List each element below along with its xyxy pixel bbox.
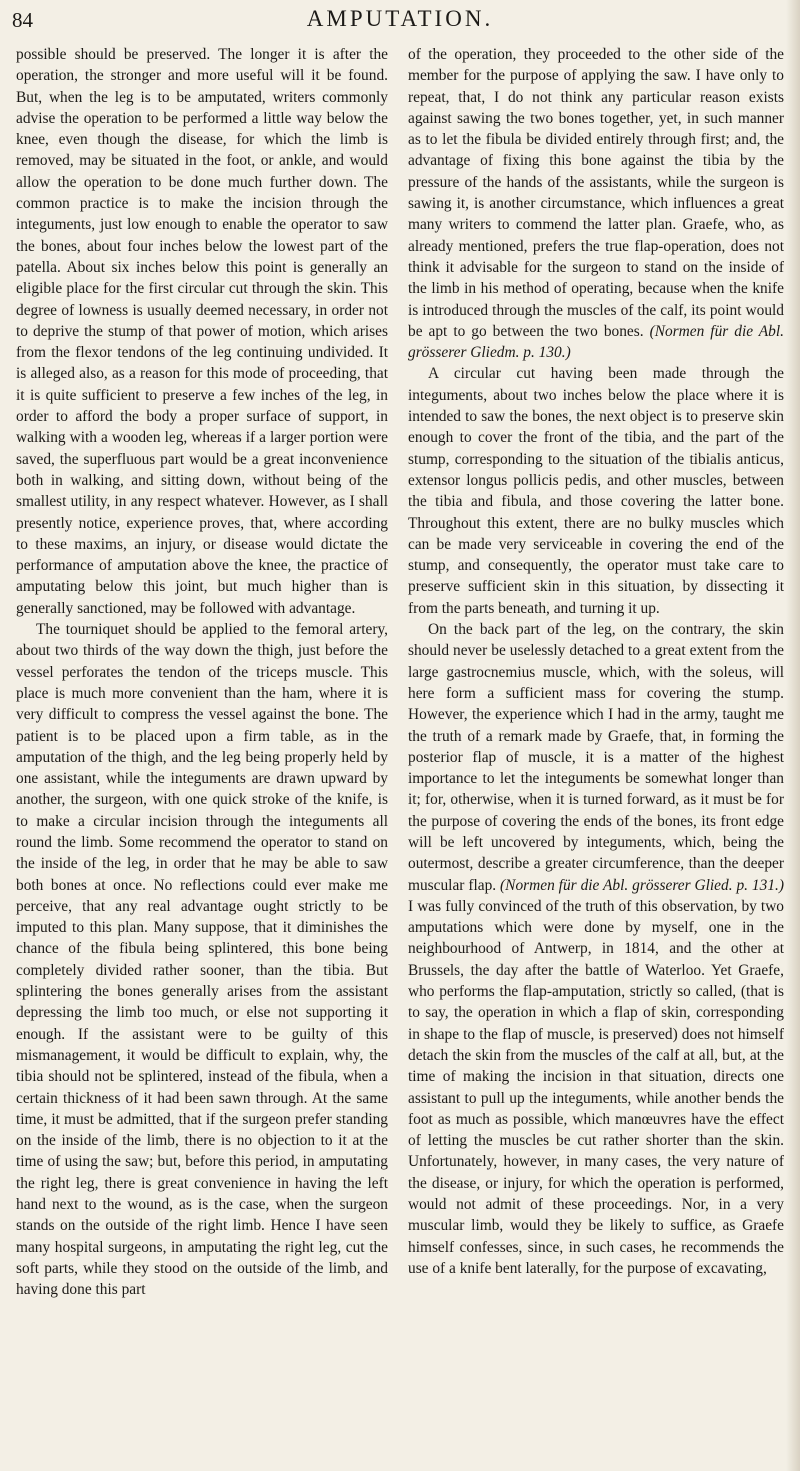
page-number: 84	[12, 8, 33, 32]
citation: (Normen für die Abl. grösserer Glied. p. 131.)	[500, 876, 784, 894]
page-header	[0, 4, 800, 44]
paragraph: A circular cut having been made through the integuments, about two inches below the place where it is intended to saw the bones, the next object is to preserve skin enough to cover the front of the tibia, and the part of the stump, corresponding to the situation of the tibialis anticus, extensor longus pollicis pedis, and other muscles, between the tibia and fibula, and those covering the latter bone. Throughout this extent, there are no bulky muscles which can be made very serviceable in covering the end of the stump, and consequently, the operator must take care to preserve sufficient skin in this situation, by dissecting it from the parts beneath, and turning it up.	[408, 365, 784, 617]
running-head: AMPUTATION.	[306, 6, 494, 31]
right-column	[408, 44, 784, 1279]
paragraph: The tourniquet should be applied to the femoral artery, about two thirds of the way down the thigh, just before the vessel perforates the tendon of the triceps muscle. This place is much more convenient than the ham, where it is very difficult to compress the vessel against the bone. The patient is to be placed upon a firm table, as in the amputation of the thigh, and the leg being properly held by one assistant, while the integuments are drawn upward by another, the surgeon, with one quick stroke of the knife, is to make a circular incision through the integuments all round the limb. Some recommend the operator to stand on the inside of the leg, in order that he may be able to saw both bones at once. No reflections could ever make me perceive, that any real advantage ought strictly to be imputed to this plan. Many suppose, that it diminishes the chance of the fibula being splintered, this bone being completely divided rather sooner, than the tibia. But splintering the bones generally arises from the assistant depressing the limb too much, or else not supporting it enough. If the assistant were to be guilty of this mismanagement, it would be difficult to explain, why, the tibia should not be splintered, instead of the fibula, when a certain thickness of it had been sawn through. At the same time, it must be admitted, that if the surgeon prefer standing on the inside of the limb, there is no objection to it at the time of using the saw; but, before this period, in amputating the right leg, there is great convenience in having the left hand next to the wound, as is the case, when the surgeon stands on the outside of the right limb. Hence I have seen many hospital surgeons, in amputating the right leg, cut the soft parts, while they stood on the outside of the limb, and having done this part	[16, 621, 388, 1299]
paragraph-text: On the back part of the leg, on the contrary, the skin should never be uselessly detached to a great extent from the large gastrocnemius muscle, which, with the soleus, will here form a sufficient mass for covering the stump. However, the experience which I had in the army, taught me the truth of a remark made by Graefe, that, in forming the posterior flap of muscle, it is a matter of the highest importance to let the integuments be somewhat longer than it; for, otherwise, when it is turned forward, as it must be for the purpose of covering the ends of the bones, its front edge will be left uncovered by integuments, which, being the outermost, describe a greater circumference, than the deeper muscular flap.	[408, 621, 784, 894]
paragraph-text: of the operation, they proceeded to the other side of the member for the purpose of applying the saw. I have only to repeat, that, I do not think any particular reason exists against sawing the two bones together, yet, in such manner as to let the fibula be divided entirely through first; and, the advantage of fixing this bone against the tibia by the pressure of the hands of the assistants, while the surgeon is sawing it, is another circumstance, which influences a great many writers to commend the latter plan. Graefe, who, as already mentioned, prefers the true flap-operation, does not think it advisable for the surgeon to stand on the inside of the limb in his method of operating, because when the knife is introduced through the muscles of the calf, its point would be apt to go between the two bones.	[408, 46, 784, 340]
paragraph	[408, 44, 784, 363]
citation: (Normen für die Abl. grösserer Gliedm. p. 130.)	[408, 322, 784, 362]
paragraph	[408, 619, 784, 1279]
page-edge-shadow	[786, 0, 800, 1471]
left-column	[16, 44, 388, 1301]
paragraph: possible should be preserved. The longer it is after the operation, the stronger and more useful will it be found. But, when the leg is to be amputated, writers commonly advise the operation to be performed a little way below the knee, even though the disease, for which the limb is removed, may be situated in the foot, or ankle, and would allow the operation to be done much further down. The common practice is to make the incision through the integuments, just low enough to enable the operator to saw the bones, about four inches below the lowest part of the patella. About six inches below this point is generally an eligible place for the first circular cut through the skin. This degree of lowness is usually deemed necessary, in order not to deprive the stump of that power of motion, which arises from the flexor tendons of the leg continuing undivided. It is alleged also, as a reason for this mode of proceeding, that it is quite sufficient to preserve a few inches of the leg, in order to afford the body a proper surface of support, in walking with a wooden leg, whereas if a larger portion were saved, the superfluous part would be a great inconvenience both in walking, and sitting down, without being of the smallest utility, in any respect whatever. However, as I shall presently notice, experience proves, that, where according to these maxims, an injury, or disease would dictate the performance of amputation above the knee, the practice of amputating below this joint, but much higher than is generally sanctioned, may be followed with advantage.	[16, 46, 388, 617]
paragraph-text: I was fully convinced of the truth of this observation, by two amputations which were done by myself, one in the neighbourhood of Antwerp, in 1814, and the other at Brussels, the day after the battle of Waterloo. Yet Graefe, who performs the flap-amputation, strictly so called, (that is to say, the operation in which a flap of skin, corresponding in shape to the flap of muscle, is preserved) does not himself detach the skin from the muscles of the calf at all, but, at the time of making the incision in that situation, directs one assistant to pull up the integuments, while another bends the foot as much as possible, which manœuvres have the effect of letting the muscles be cut rather shorter than the skin. Unfortunately, however, in many cases, the very nature of the disease, or injury, for which the operation is performed, would not admit of these proceedings. Nor, in a very muscular limb, would they be likely to suffice, as Graefe himself confesses, since, in such cases, he recommends the use of a knife bent laterally, for the purpose of excavating,	[408, 897, 784, 1277]
